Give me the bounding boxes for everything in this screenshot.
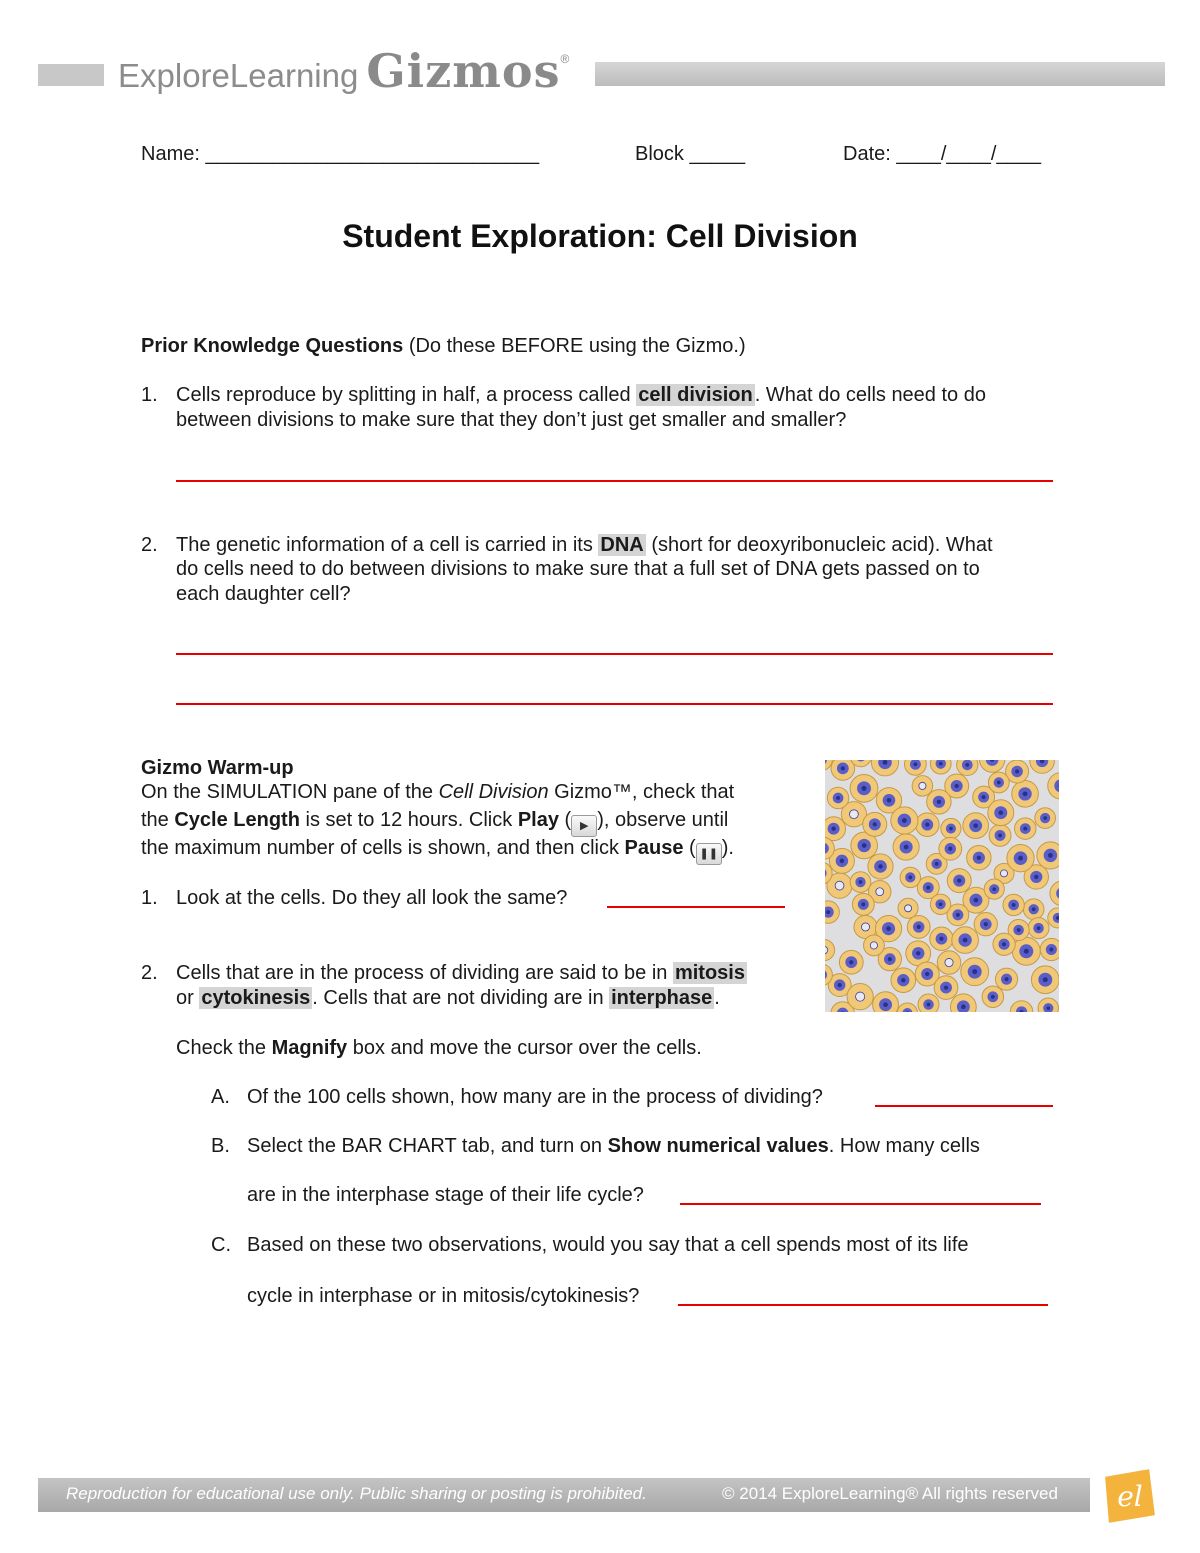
part-c-line1: Based on these two observations, would you say that a cell spends most of its life <box>247 1234 969 1256</box>
cell <box>927 790 951 814</box>
magnify-instruction <box>176 1036 702 1061</box>
logo-explorelearning-text: ExploreLearning <box>118 57 359 94</box>
cell <box>825 817 846 841</box>
cell <box>839 950 863 974</box>
cell <box>918 994 939 1012</box>
warmup-q2-line2 <box>176 986 720 1011</box>
prior-q1-number: 1. <box>141 384 158 406</box>
warmup-l2-a: the <box>141 809 175 831</box>
cell <box>957 760 978 776</box>
cell <box>1012 781 1039 808</box>
cell <box>1048 773 1059 799</box>
page-title: Student Exploration: Cell Division <box>342 218 858 254</box>
warmup-l2-b: is set to 12 hours. Click <box>299 809 518 831</box>
cell <box>863 812 887 836</box>
answer-line-prior-q1[interactable] <box>176 480 1053 482</box>
term-play: Play <box>517 809 559 831</box>
cell <box>1010 1001 1033 1012</box>
prior-subheading-text: (Do these BEFORE using the Gizmo.) <box>403 335 746 357</box>
prior-heading-text: Prior Knowledge Questions <box>141 335 404 357</box>
footer-copyright: © 2014 ExploreLearning® All rights reserved <box>722 1484 1058 1503</box>
prior-q1-text-before: Cells reproduce by splitting in half, a process called <box>176 384 637 406</box>
cell <box>1015 818 1036 839</box>
cell <box>1028 918 1049 939</box>
cell <box>941 818 961 838</box>
warmup-l2-d: ), observe until <box>597 809 729 831</box>
cell <box>930 927 953 950</box>
warmup-q2-a: Cells that are in the process of dividing are said to be in <box>176 962 673 984</box>
warmup-q2-line1 <box>176 961 747 986</box>
term-cell-division: cell division <box>638 384 753 406</box>
block-field-label[interactable]: Block _____ <box>635 143 746 165</box>
warmup-l3-b: ( <box>683 837 696 859</box>
prior-q2-number: 2. <box>141 534 158 556</box>
cell <box>1007 845 1034 872</box>
header-bar-right <box>595 62 1165 86</box>
cell <box>916 813 940 837</box>
term-dna: DNA <box>600 534 644 556</box>
name-field-label[interactable]: Name: ______________________________ <box>141 143 540 165</box>
magnify-a: Check the <box>176 1037 272 1059</box>
answer-line-prior-q2b[interactable] <box>176 703 1053 705</box>
magnify-b: box and move the cursor over the cells. <box>347 1037 702 1059</box>
term-pause: Pause <box>624 837 684 859</box>
warmup-l3-a: the maximum number of cells is shown, and then click <box>141 837 625 859</box>
warmup-heading: Gizmo Warm-up <box>141 757 294 779</box>
svg-text:el: el <box>1117 1480 1143 1513</box>
logo-registered-mark: ® <box>560 52 570 66</box>
cell <box>979 760 1004 772</box>
cell <box>939 837 962 860</box>
cell <box>893 834 919 860</box>
part-b-a: Select the BAR CHART tab, and turn on <box>247 1135 608 1157</box>
part-a-label: A. <box>211 1086 230 1108</box>
cell <box>930 760 951 774</box>
warmup-line3 <box>141 836 734 865</box>
cell <box>995 968 1017 990</box>
cell <box>934 976 958 1000</box>
warmup-q2-d: . <box>714 987 720 1009</box>
warmup-l3-c: ). <box>721 837 734 859</box>
cell <box>988 800 1014 826</box>
prior-q1-line1 <box>176 383 986 408</box>
cell <box>1040 938 1059 960</box>
cell <box>947 869 971 893</box>
cells-illustration <box>825 760 1059 1012</box>
cell <box>952 927 979 954</box>
warmup-q2-c: . Cells that are not dividing are in <box>312 987 610 1009</box>
cell <box>850 774 878 802</box>
prior-knowledge-heading <box>141 334 746 359</box>
answer-line-part-c[interactable] <box>678 1304 1048 1306</box>
warmup-line1 <box>141 780 734 805</box>
warmup-q1-text: Look at the cells. Do they all look the same? <box>176 887 568 909</box>
term-cycle-length: Cycle Length <box>174 809 300 831</box>
prior-q2-line1 <box>176 533 993 558</box>
cell <box>982 986 1004 1008</box>
date-field-label[interactable]: Date: ____/____/____ <box>843 143 1041 165</box>
cell <box>963 813 989 839</box>
cell <box>825 901 839 923</box>
cell <box>930 894 950 914</box>
pause-icon: ❚❚ <box>696 843 722 865</box>
cell <box>1003 894 1024 915</box>
cell <box>1038 998 1058 1012</box>
prior-q2-text-before: The genetic information of a cell is carried in its <box>176 534 599 556</box>
cell <box>993 933 1015 955</box>
cells-simulation-image <box>825 760 1059 1012</box>
cell <box>984 879 1004 899</box>
cell <box>900 867 920 887</box>
answer-line-part-b[interactable] <box>680 1203 1041 1205</box>
explorelearning-badge-icon <box>1094 1462 1162 1530</box>
cell <box>825 940 835 961</box>
cell <box>831 760 855 780</box>
cell <box>988 772 1009 793</box>
warmup-q1-number: 1. <box>141 887 158 909</box>
answer-line-part-a[interactable] <box>875 1105 1053 1107</box>
term-mitosis: mitosis <box>674 962 745 984</box>
cell <box>897 1003 917 1012</box>
prior-q2-line3: each daughter cell? <box>176 583 351 605</box>
cell <box>1031 966 1059 994</box>
answer-line-prior-q2a[interactable] <box>176 653 1053 655</box>
logo-gizmos-text: Gizmos <box>366 44 561 98</box>
part-a-text: Of the 100 cells shown, how many are in the process of dividing? <box>247 1086 823 1108</box>
part-c-label: C. <box>211 1234 231 1256</box>
cell <box>1035 808 1056 829</box>
play-icon: ▶ <box>571 815 597 837</box>
part-b-b: . How many cells <box>828 1135 980 1157</box>
cell <box>989 824 1011 846</box>
cell <box>1050 881 1059 906</box>
cell <box>847 984 873 1010</box>
part-b-label: B. <box>211 1135 230 1157</box>
cell <box>891 807 918 834</box>
prior-q1-line2: between divisions to make sure that they don’t just get smaller and smaller? <box>176 409 847 431</box>
prior-q2-line2: do cells need to do between divisions to make sure that a full set of DNA gets passed on to <box>176 558 980 580</box>
warmup-q2-number: 2. <box>141 962 158 984</box>
cell <box>827 787 848 808</box>
cell <box>898 898 918 918</box>
cell <box>974 913 997 936</box>
cell <box>967 846 991 870</box>
warmup-l1-a: On the SIMULATION pane of the <box>141 781 439 803</box>
cell <box>1012 937 1040 965</box>
explorelearning-gizmos-logo <box>118 44 569 104</box>
cell <box>907 916 930 939</box>
part-b-line2: are in the interphase stage of their life cycle? <box>247 1184 644 1206</box>
cell <box>852 893 874 915</box>
part-c-line2: cycle in interphase or in mitosis/cytokinesis? <box>247 1285 640 1307</box>
warmup-l1-b: Gizmo™, check that <box>548 781 735 803</box>
warmup-l2-c: ( <box>558 809 572 831</box>
term-show-numerical-values: Show numerical values <box>607 1135 829 1157</box>
cell <box>904 760 926 775</box>
cell <box>850 872 871 893</box>
header-bar-left <box>38 64 104 86</box>
prior-q1-text-after: . What do cells need to do <box>754 384 986 406</box>
term-interphase: interphase <box>611 987 713 1009</box>
warmup-line2 <box>141 808 728 837</box>
cell <box>961 958 989 986</box>
term-cytokinesis: cytokinesis <box>201 987 311 1009</box>
part-b-line1 <box>247 1134 980 1159</box>
warmup-q2-b: or <box>176 987 200 1009</box>
cell <box>912 776 933 797</box>
footer-reproduction-notice: Reproduction for educational use only. Public sharing or posting is prohibited. <box>66 1484 647 1503</box>
cell <box>868 854 893 879</box>
cell <box>864 935 885 956</box>
cell <box>1030 760 1055 773</box>
cell <box>873 992 899 1012</box>
cell <box>937 951 961 975</box>
cell <box>1048 908 1059 928</box>
cell <box>871 760 898 776</box>
cell <box>891 968 916 993</box>
prior-q2-text-after: (short for deoxyribonucleic acid). What <box>645 534 993 556</box>
warmup-l1-italic: Cell Division <box>438 781 549 803</box>
cell <box>1023 899 1044 920</box>
answer-line-warmup-q1[interactable] <box>607 906 785 908</box>
term-magnify: Magnify <box>271 1037 348 1059</box>
